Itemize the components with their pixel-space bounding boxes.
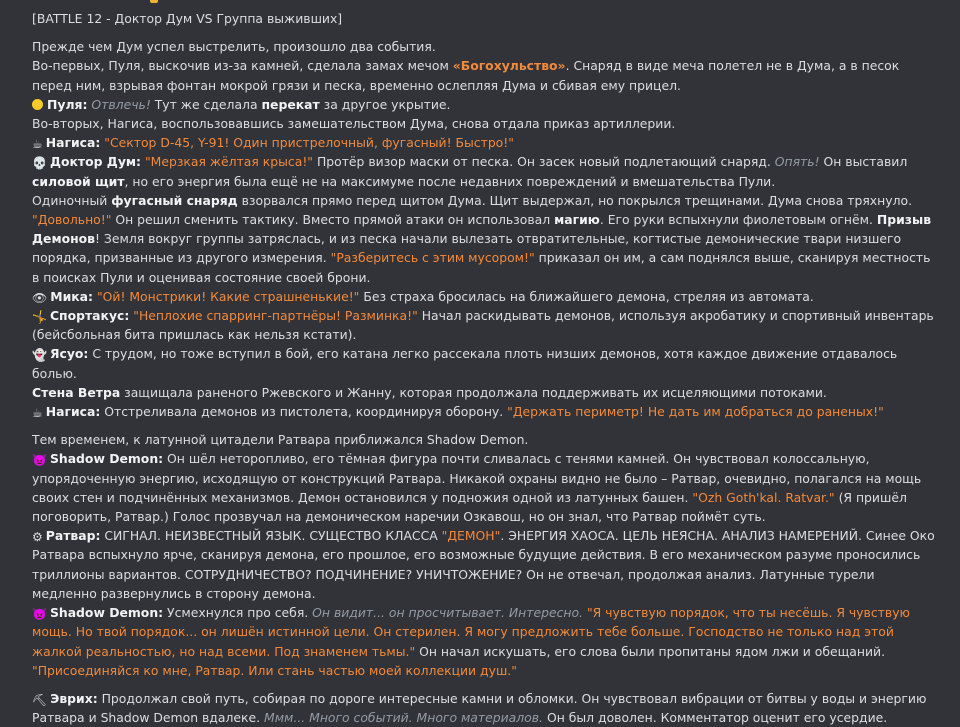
- text: . ЭНЕРГИЯ ХАОСА. ЦЕЛЬ НЕЯСНА. АНАЛИЗ НАМЕРЕНИЙ. Синее Око Ратвара вспыхнуло ярче, сканируя демона, его прошлое, его возможные будущие действия. В его механическом разуме проносились триллионы вариантов. СОТРУДНИЧЕСТВО? ПОДЧИНЕНИЕ? УНИЧТОЖЕНИЕ? Он не отвечал, продолжая анализ. Латунные турели медленно развернулись в сторону демона.: [32, 528, 935, 601]
- speaker-shadow-demon: Shadow Demon:: [49, 605, 164, 621]
- paragraph-nagisa-2: [32, 402, 937, 421]
- quote: "Ой! Монстрики! Какие страшненькие!": [96, 288, 360, 304]
- acrobat-icon: 🤸: [32, 310, 47, 325]
- text: Одиночный: [32, 192, 112, 208]
- paragraph-nagisa-1: [32, 133, 937, 152]
- text: Продолжал свой путь, собирая по дороге интересные камни и обломки. Он чувствовал вибрации от битвы у воды и энергию Ратвара и Shadow Demon вдалеке.: [32, 690, 927, 726]
- bold-term: перекат: [261, 96, 320, 112]
- paragraph-doom: [32, 152, 937, 190]
- quote: "Мерзкая жёлтая крыса!": [144, 154, 313, 170]
- coffee-cup-icon: ☕: [32, 406, 43, 421]
- speaker-shadow-demon: Shadow Demon:: [49, 451, 164, 467]
- paragraph-shadow-demon-1: [32, 449, 937, 526]
- speaker-mika: Мика:: [50, 288, 93, 304]
- text: взорвался прямо перед щитом Дума. Щит выдержал, но покрылся трещинами. Дума снова тряхнуло.: [237, 192, 913, 208]
- angry-devil-icon: 👿: [32, 607, 47, 622]
- text: . Его руки вспыхнули фиолетовым огнём.: [599, 212, 877, 228]
- text: защищала раненого Ржевского и Жанну, которая продолжала поддерживать их исцеляющими потоками.: [120, 384, 827, 400]
- previous-message-edge: [150, 0, 158, 3]
- text: Он начал искушать, его слова были пропитаны ядом лжи и обещаний.: [415, 643, 886, 659]
- angry-devil-icon: 👿: [32, 453, 47, 468]
- quote: "Разберитесь с этим мусором!": [330, 250, 535, 266]
- bold-term: Призыв Демонов: [32, 212, 932, 247]
- quote: "Я чувствую порядок, что ты несёшь. Я чувствую мощь. Но твой порядок... он лишён истинной цели. Он стерилен. Я могу предложить тебе больше. Господство не только над этой жалкой реальностью, но над всеми. Под знаменем тьмы.": [32, 605, 910, 659]
- skull-icon: 💀: [32, 156, 47, 171]
- text: Тут же сделала: [150, 96, 262, 112]
- bold-term: силовой щит: [32, 173, 125, 189]
- paragraph-1: Прежде чем Дум успел выстрелить, произошло два события.: [32, 39, 436, 55]
- bold-term: фугасный снаряд: [111, 192, 238, 208]
- paragraph-pulya: [32, 95, 937, 114]
- speaker-nagisa: Нагиса:: [45, 135, 101, 151]
- paragraph-ratvar: [32, 526, 937, 603]
- quote: "ДЕМОН": [441, 528, 501, 544]
- quote: "Довольно!": [32, 212, 112, 228]
- paragraph-2: [32, 56, 937, 94]
- pickaxe-icon: ⛏: [32, 692, 48, 707]
- text: Он был доволен. Комментатор оценит его усердие.: [543, 710, 888, 726]
- speaker-nagisa: Нагиса:: [45, 404, 101, 420]
- speaker-sportacus: Спортакус:: [49, 308, 130, 324]
- text: С трудом, но тоже вступил в бой, его катана легко рассекала плоть низших демонов, хотя каждое движение отдавалось болью.: [32, 346, 898, 381]
- sword-name: «Богохульство»: [452, 58, 566, 74]
- ghost-icon: 👻: [32, 348, 47, 363]
- text: Усмехнулся про себя.: [163, 605, 313, 621]
- text: за другое укрытие.: [319, 96, 451, 112]
- gear-icon: ⚙: [32, 530, 43, 545]
- speaker-pulya: Пуля:: [47, 96, 88, 112]
- text: , но его энергия была ещё не на максимуме после недавних повреждений и вмешательства Пули.: [124, 173, 776, 189]
- speaker-yasuo: Ясуо:: [49, 346, 89, 362]
- italic-thought: Он видит... он просчитывает. Интересно.: [312, 605, 583, 621]
- paragraph-shadow-demon-2: [32, 603, 937, 680]
- text: Он шёл неторопливо, его тёмная фигура почти сливалась с тенями камней. Он чувствовал колоссальную, упорядоченную энергию, исходящую от конструкций Ратвара. Никакой охраны видно не было – Ратвар, очевидно, полагался на мощь своих стен и подчинённых механизмов. Демон остановился у подножия одной из латунных башен.: [32, 451, 922, 505]
- coffee-cup-icon: ☕: [32, 137, 43, 152]
- italic-thought: Опять!: [774, 154, 820, 170]
- text: Отстреливала демонов из пистолета, координируя оборону.: [100, 404, 508, 420]
- paragraph-yasuo: [32, 344, 937, 402]
- eye-icon: 👁: [32, 290, 48, 305]
- text: Начал раскидывать демонов, используя акробатику и спортивный инвентарь (бейсбольная бита пришлась как нельзя кстати).: [32, 308, 934, 343]
- paragraph-7: [32, 191, 937, 287]
- quote: "Неплохие спарринг-партнёры! Разминка!": [133, 308, 418, 324]
- text: ! Земля вокруг группы затряслась, и из песка начали вылезать отвратительные, когтистые демонические твари низшего порядка, призванные из другого измерения.: [32, 231, 902, 266]
- paragraph-evrih: [32, 689, 937, 727]
- quote: "Сектор D-45, Y-91! Один пристрелочный, фугасный! Быстро!": [104, 135, 514, 151]
- paragraph-sportacus: [32, 306, 937, 344]
- text: Без страха бросилась на ближайшего демона, стреляя из автомата.: [359, 288, 814, 304]
- italic-thought: Ммм... Много событий. Много материалов.: [264, 710, 543, 726]
- text: Он решил сменить тактику. Вместо прямой атаки он использовал: [111, 212, 555, 228]
- paragraph-4: Во-вторых, Нагиса, воспользовавшись замешательством Дума, снова отдала приказ артиллерии.: [32, 116, 676, 132]
- text: (Я пришёл поговорить, Ратвар.) Голос прозвучал на демоническом наречии Озкавош, но он знал, что Ратвар поймёт суть.: [32, 489, 907, 525]
- paragraph-12: Тем временем, к латунной цитадели Ратвара приближался Shadow Demon.: [32, 432, 529, 448]
- quote: "Ozh Goth'kal. Ratvar.": [692, 489, 835, 505]
- text: СИГНАЛ. НЕИЗВЕСТНЫЙ ЯЗЫК. СУЩЕСТВО КЛАССА: [100, 528, 442, 544]
- text: приказал он им, а сам поднялся выше, сканируя местность в поисках Пули и оценивая состояние своей брони.: [32, 250, 931, 285]
- bold-term: магию: [554, 212, 600, 228]
- italic-thought: Отвлечь!: [91, 96, 151, 112]
- battle-header: [BATTLE 12 - Доктор Дум VS Группа выживших]: [32, 11, 343, 26]
- quote: "Присоединяйся ко мне, Ратвар. Или стань частью моей коллекции душ.": [32, 662, 517, 678]
- message-body: [32, 9, 937, 727]
- speaker-doom: Доктор Дум:: [49, 154, 141, 170]
- bold-term: Стена Ветра: [32, 384, 121, 400]
- paragraph-mika: [32, 287, 937, 306]
- quote: "Держать периметр! Не дать им добраться до раненых!": [507, 404, 884, 420]
- yellow-circle-icon: [32, 99, 43, 110]
- text: . Снаряд в виде меча полетел не в Дума, а в песок перед ним, взрывая фонтан мокрой грязи и песка, временно ослепляя Дума и сбивая ему прицел.: [32, 58, 900, 93]
- text: Он выставил: [819, 154, 908, 170]
- text: Протёр визор маски от песка. Он засек новый подлетающий снаряд.: [313, 154, 775, 170]
- speaker-evrih: Эврих:: [50, 690, 98, 706]
- speaker-ratvar: Ратвар:: [45, 528, 101, 544]
- text: Во-первых, Пуля, выскочив из-за камней, сделала замах мечом: [32, 58, 453, 74]
